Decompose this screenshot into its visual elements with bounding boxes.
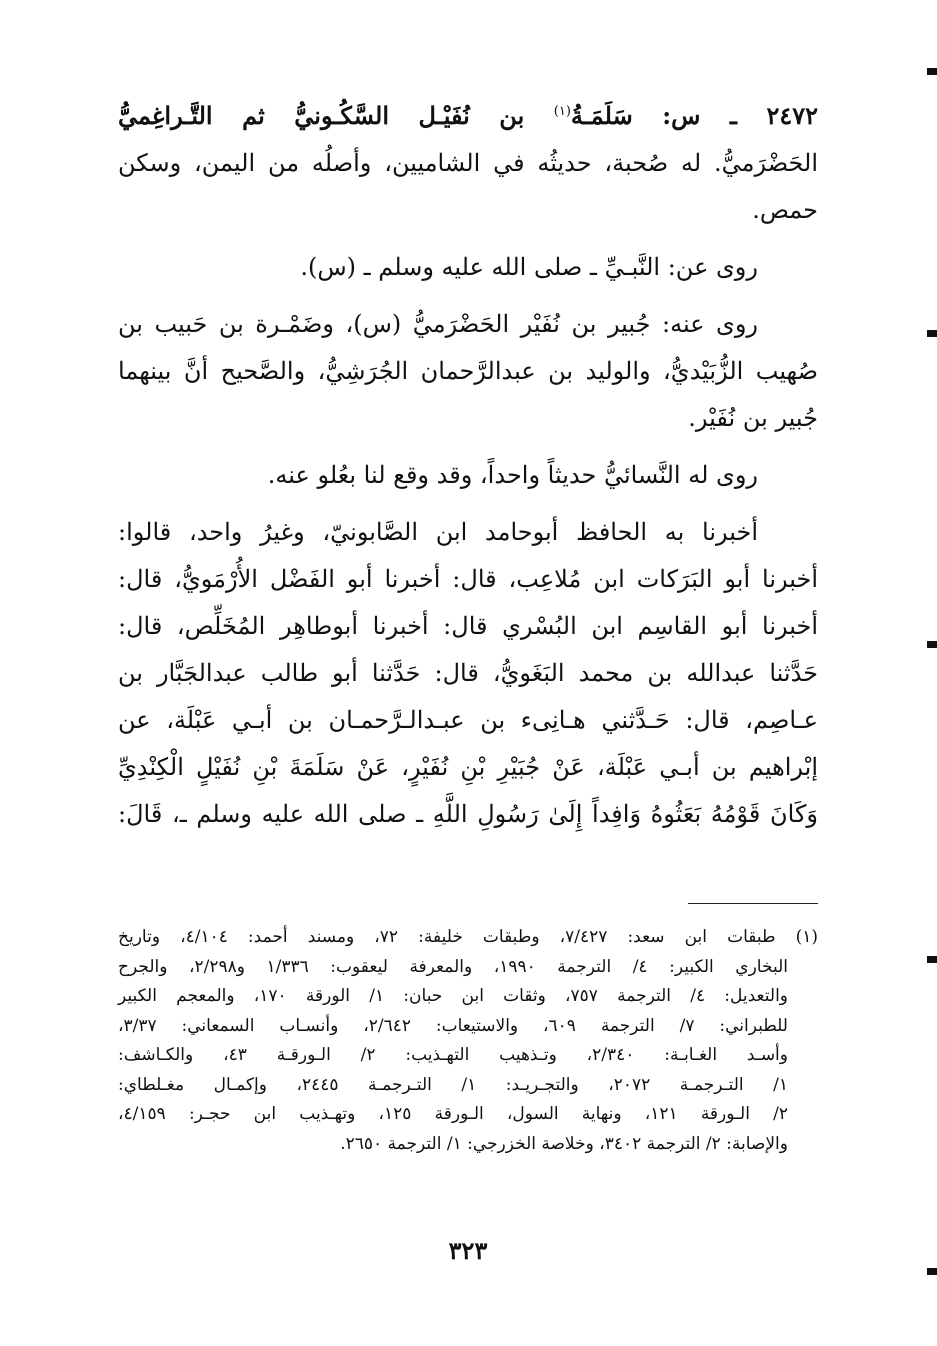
scan-edge-mark <box>927 1268 937 1275</box>
footnote-line-2: البخاري الكبير: ٤/ الترجمة ١٩٩٠، والمعرفة ليعقوب: ١/٣٣٦ و٢/٢٩٨، والجرح <box>118 956 788 977</box>
entry-paragraph <box>118 92 818 234</box>
footnote-line-6: ١/ التـرجمـة ٢٠٧٢، والتجـريـد: ١/ التـرجمـة ٢٤٤٥، وإكمـال مغـلطاي: <box>118 1074 788 1095</box>
entry-heading-rest: بن نُفَيْـل السَّكُـونيُّ ثم التَّـراغِميُّ <box>118 101 554 130</box>
rawa-an-paragraph <box>118 244 818 291</box>
footnote-line-8: والإصابة: ٢/ الترجمة ٣٤٠٢، وخلاصة الخزرجي: ١/ الترجمة ٢٦٥٠. <box>340 1133 788 1154</box>
scan-edge-mark <box>927 68 937 75</box>
isnad-line-3: أخبرنا أبو القاسِم ابن البُسْري قال: أخبرنا أبوطاهِر المُخَلِّص، قال: <box>118 612 818 640</box>
entry-line-3: حمص. <box>752 196 818 224</box>
isnad-line-6: إبْراهيم بن أبـي عَبْلَة، عَنْ جُبَيْرِ بْنِ نُفَيْرٍ، عَنْ سَلَمَةَ بْنِ نُفَيْلٍ الْكِنْدِيِّ <box>118 753 818 781</box>
footnotes <box>118 923 818 1159</box>
isnad-line-7: وَكَانَ قَوْمُهُ بَعَثُوهُ وَافِداً إِلَىٰ رَسُولِ اللَّهِ ـ صلى الله عليه وسلم ـ، قَالَ: <box>118 800 819 828</box>
rawa-anhu-line-2: صُهيب الزُّبَيْديُّ، والوليد بن عبدالرَّحمان الجُرَشِيُّ، والصَّحيح أنَّ بينهما <box>118 357 818 385</box>
scan-edge-mark <box>927 330 937 337</box>
footnote-divider <box>688 903 818 904</box>
main-text <box>118 92 818 848</box>
isnad-line-2: أخبرنا أبو البَرَكات ابن مُلاعِب، قال: أخبرنا أبو الفَضْل الأُرْمَويُّ، قال: <box>118 565 818 593</box>
footnote-line-3: والتعديل: ٤/ الترجمة ٧٥٧، وثقات ابن حبان: ١/ الورقة ١٧٠، والمعجم الكبير <box>118 986 788 1006</box>
scan-edge-mark <box>927 956 937 963</box>
entry-line-1 <box>118 92 818 140</box>
isnad-line-5: عـاصِم، قال: حَـدَّثني هـانِىء بن عبـدالـرَّحمـان بن أبـي عَبْلَة، عن <box>118 706 818 734</box>
page-number: ٣٢٣ <box>448 1236 488 1265</box>
footnote-line-1: (١) طبقات ابن سعد: ٧/٤٢٧، وطبقات خليفة: ٧٢، ومسند أحمد: ٤/١٠٤، وتاريخ <box>118 927 818 947</box>
footnote-ref[interactable]: (١) <box>553 104 571 119</box>
footnote-line-4: للطبراني: ٧/ الترجمة ٦٠٩، والاستيعاب: ٢/٦٤٢، وأنسـاب السمعاني: ٣/٣٧، <box>118 1015 788 1036</box>
rawa-anhu-line-3: جُبير بن نُفَيْر. <box>688 404 818 432</box>
rawa-anhu-paragraph <box>118 301 818 442</box>
footnote-line-7: ٢/ الـورقة ١٢١، ونهاية السول، الـورقة ١٢٥، وتهـذيب ابن حجـر: ٤/١٥٩، <box>118 1104 788 1124</box>
rawa-an-line-1: روى عن: النَّبـيِّ ـ صلى الله عليه وسلم ـ (س). <box>300 253 758 281</box>
isnad-line-1: أخبرنا به الحافظ أبوحامد ابن الصَّابونيّ، وغيرُ واحد، قالوا: <box>118 518 758 546</box>
entry-line-2: الحَضْرَميُّ. له صُحبة، حديثُه في الشاميين، وأصلُه من اليمن، وسكن <box>118 149 819 177</box>
isnad-line-4: حَدَّثنا عبدالله بن محمد البَغَويُّ، قال: حَدَّثنا أبو طالب عبدالجَبَّار بن <box>118 659 818 687</box>
scan-edge-mark <box>927 641 937 648</box>
nasai-paragraph <box>118 452 818 499</box>
nasai-line-1: روى له النَّسائيُّ حديثاً واحداً، وقد وقع لنا بعُلو عنه. <box>267 461 758 489</box>
isnad-paragraph <box>118 509 818 838</box>
rawa-anhu-line-1: روى عنه: جُبير بن نُفَيْر الحَضْرَميُّ (س)، وضَمْـرة بن حَبيب بن <box>118 310 758 338</box>
footnote-line-5: وأسـد الغـابـة: ٢/٣٤٠، وتـذهيب التهـذيب: ٢/ الـورقـة ٤٣، والكـاشف: <box>118 1045 788 1065</box>
entry-heading: ٢٤٧٢ ـ س: سَلَمَـةُ <box>570 101 819 130</box>
